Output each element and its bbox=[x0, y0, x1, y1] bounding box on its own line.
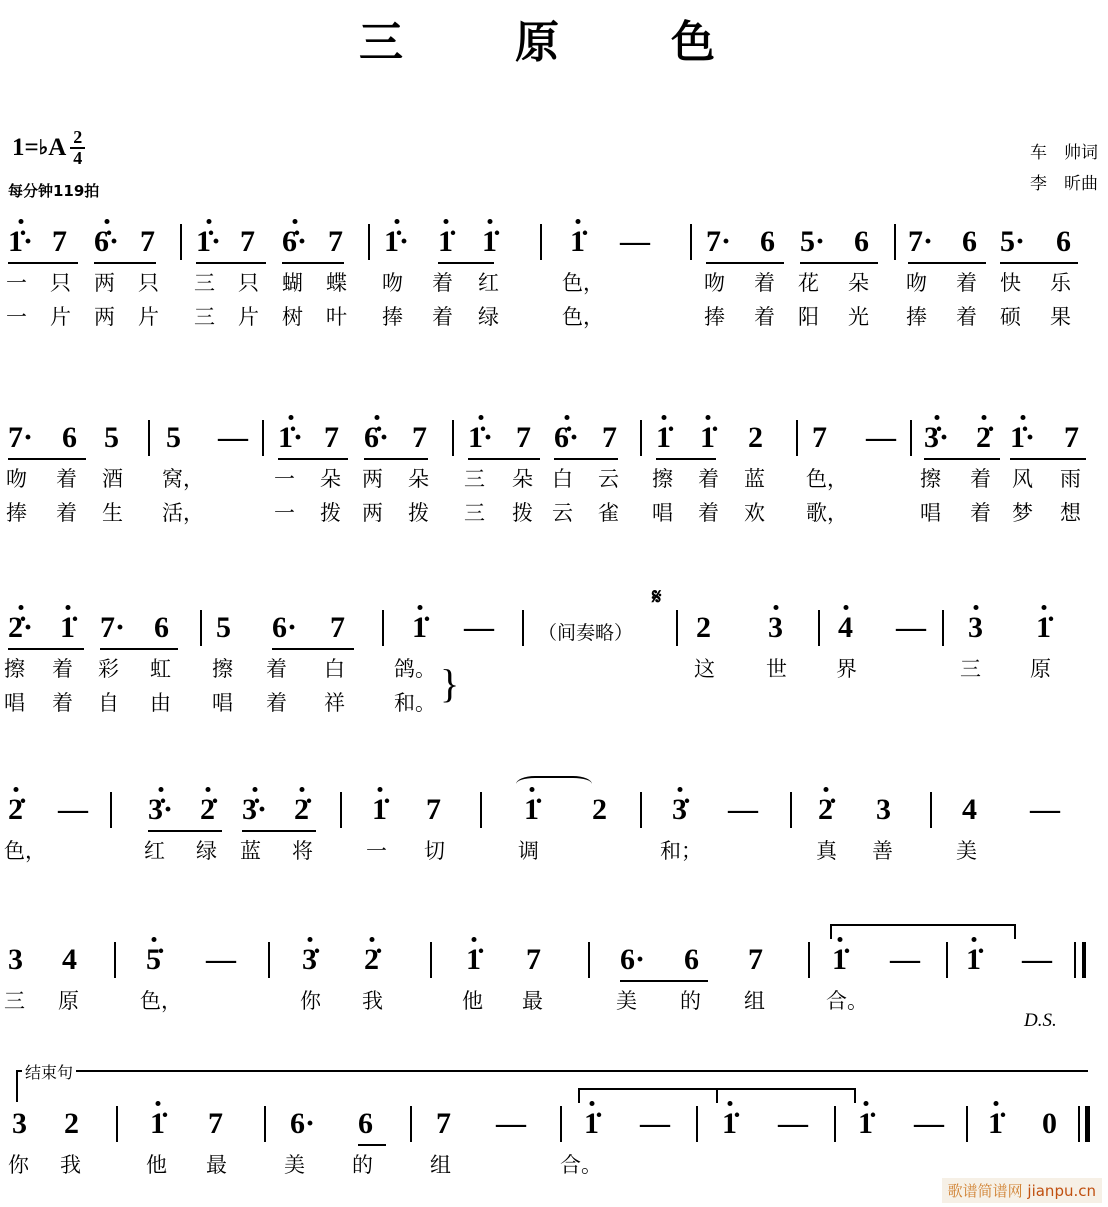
lyric-syllable: 原 bbox=[58, 989, 79, 1013]
lyric-syllable: 朵 bbox=[408, 467, 429, 491]
note: 6 bbox=[154, 611, 169, 644]
note: 7· bbox=[706, 225, 732, 258]
lyric-syllable: 捧 bbox=[906, 305, 927, 329]
lyric-syllable: 界 bbox=[836, 657, 857, 681]
lyric-syllable: 美 bbox=[284, 1153, 305, 1177]
lyric-syllable: 三 bbox=[194, 271, 215, 295]
lyric-syllable: 着 bbox=[754, 305, 775, 329]
lyric-syllable: 红 bbox=[144, 839, 165, 863]
note: 2 bbox=[696, 611, 711, 644]
lyric-syllable: 着 bbox=[956, 305, 977, 329]
lyric-syllable: 歌， bbox=[806, 501, 848, 525]
meter-denominator: 4 bbox=[73, 147, 83, 168]
lyric-syllable: 和。 bbox=[394, 691, 436, 715]
lyric-syllable: 捧 bbox=[6, 501, 27, 525]
note: 1̇ bbox=[722, 1104, 737, 1144]
note: 7· bbox=[100, 611, 126, 644]
lyric-syllable: 唱 bbox=[4, 691, 25, 715]
key-prefix: 1= bbox=[12, 133, 39, 161]
note: 2̇ bbox=[294, 790, 309, 830]
lyric-syllable: 你 bbox=[8, 1153, 29, 1177]
lyric-syllable: 三 bbox=[4, 989, 25, 1013]
lyric-syllable: 片 bbox=[50, 305, 71, 329]
note: 5 bbox=[166, 421, 181, 454]
notation-line-1 bbox=[0, 222, 1108, 268]
lyric-syllable: 自 bbox=[98, 691, 119, 715]
lyric-syllable: 朵 bbox=[848, 271, 869, 295]
note: 1̇· bbox=[196, 222, 221, 262]
notation-line-3 bbox=[0, 608, 1108, 654]
note: 3 bbox=[768, 608, 783, 648]
lyric-syllable: 和； bbox=[660, 839, 702, 863]
lyric-syllable: 着 bbox=[56, 501, 77, 525]
lyric-syllable: 彩 bbox=[98, 657, 119, 681]
lyric-syllable: 原 bbox=[1030, 657, 1051, 681]
lyric-syllable: 我 bbox=[60, 1153, 81, 1177]
lyric-syllable: 三 bbox=[960, 657, 981, 681]
lyric-syllable: 梦 bbox=[1012, 501, 1033, 525]
lyric-syllable: 三 bbox=[194, 305, 215, 329]
note: 1̇ bbox=[466, 940, 481, 980]
note: 7· bbox=[908, 225, 934, 258]
lyric-syllable: 色， bbox=[562, 305, 604, 329]
watermark bbox=[942, 1178, 1102, 1203]
lyric-syllable: 蝶 bbox=[326, 271, 347, 295]
lyrics-line-3a bbox=[0, 654, 1108, 688]
lyric-syllable: 着 bbox=[432, 271, 453, 295]
lyrics-line-1a bbox=[0, 268, 1108, 302]
lyric-syllable: 三 bbox=[464, 501, 485, 525]
note: 2̇ bbox=[364, 940, 379, 980]
lyric-syllable: 捧 bbox=[382, 305, 403, 329]
lyric-syllable: 色， bbox=[140, 989, 182, 1013]
lyric-syllable: 红 bbox=[478, 271, 499, 295]
lyric-syllable: 雨 bbox=[1060, 467, 1081, 491]
lyrics-line-1b bbox=[0, 302, 1108, 336]
lyrics-line-2a bbox=[0, 464, 1108, 498]
lyric-syllable: 欢 bbox=[744, 501, 765, 525]
note: 2 bbox=[592, 793, 607, 826]
lyric-syllable: 吻 bbox=[704, 271, 725, 295]
lyric-syllable: 着 bbox=[52, 691, 73, 715]
lyric-syllable: 的 bbox=[680, 989, 701, 1013]
note: 7· bbox=[8, 421, 34, 454]
note-dash: — bbox=[890, 943, 920, 976]
note: 6 bbox=[684, 943, 699, 976]
lyric-syllable: 着 bbox=[56, 467, 77, 491]
note: 1̇· bbox=[8, 222, 33, 262]
music-system-1 bbox=[0, 222, 1108, 336]
tempo-marking: 每分钟119拍 bbox=[8, 182, 100, 200]
lyric-syllable: 绿 bbox=[196, 839, 217, 863]
lyric-syllable: 白 bbox=[324, 657, 345, 681]
final-barline bbox=[1078, 1106, 1094, 1142]
credits bbox=[1030, 138, 1098, 201]
lyric-syllable: 切 bbox=[424, 839, 445, 863]
note: 1̇ bbox=[858, 1104, 873, 1144]
note: 1̇ bbox=[656, 418, 671, 458]
note: 2̇ bbox=[976, 418, 991, 458]
note: 6 bbox=[854, 225, 869, 258]
lyric-syllable: 唱 bbox=[920, 501, 941, 525]
notation-line-2 bbox=[0, 418, 1108, 464]
note: 7 bbox=[208, 1107, 223, 1140]
lyric-syllable: 他 bbox=[462, 989, 483, 1013]
note: 3̇ bbox=[302, 940, 317, 980]
note: 6 bbox=[358, 1107, 373, 1140]
lyric-syllable: 活， bbox=[162, 501, 204, 525]
lyric-syllable: 着 bbox=[432, 305, 453, 329]
lyric-syllable: 蝴 bbox=[282, 271, 303, 295]
music-system-6 bbox=[0, 1063, 1108, 1184]
note: 7 bbox=[602, 421, 617, 454]
lyric-syllable: 合。 bbox=[826, 989, 868, 1013]
note: 7 bbox=[140, 225, 155, 258]
time-signature bbox=[70, 128, 85, 168]
lyric-syllable: 祥 bbox=[324, 691, 345, 715]
note: 1̇ bbox=[700, 418, 715, 458]
note: 3̇· bbox=[242, 790, 267, 830]
lyricist-credit: 车 帅词 bbox=[1030, 143, 1098, 163]
lyric-syllable: 只 bbox=[50, 271, 71, 295]
lyric-syllable: 一 bbox=[366, 839, 387, 863]
note-dash: — bbox=[1022, 943, 1052, 976]
lyric-syllable: 两 bbox=[94, 305, 115, 329]
lyric-syllable: 将 bbox=[292, 839, 313, 863]
note: 6· bbox=[620, 943, 646, 976]
note-dash: — bbox=[896, 611, 926, 644]
lyric-syllable: 擦 bbox=[212, 657, 233, 681]
note: 3̇· bbox=[148, 790, 173, 830]
lyric-syllable: 唱 bbox=[652, 501, 673, 525]
note: 1̇ bbox=[438, 222, 453, 262]
repeat-brace: } bbox=[440, 661, 460, 706]
note: 7 bbox=[436, 1107, 451, 1140]
note: 6 bbox=[1056, 225, 1071, 258]
flat-symbol: ♭ bbox=[38, 137, 49, 160]
lyric-syllable: 蓝 bbox=[240, 839, 261, 863]
ending-bracket bbox=[16, 1070, 1088, 1102]
note: 6 bbox=[62, 421, 77, 454]
note: 1̇ bbox=[966, 940, 981, 980]
note: 6· bbox=[290, 1107, 316, 1140]
lyric-syllable: 我 bbox=[362, 989, 383, 1013]
lyric-syllable: 风 bbox=[1012, 467, 1033, 491]
lyric-syllable: 拨 bbox=[512, 501, 533, 525]
lyric-syllable: 吻 bbox=[382, 271, 403, 295]
note: 2 bbox=[748, 421, 763, 454]
lyric-syllable: 想 bbox=[1060, 501, 1081, 525]
lyric-syllable: 着 bbox=[970, 501, 991, 525]
note: 5· bbox=[1000, 225, 1026, 258]
lyrics-line-4a bbox=[0, 836, 1108, 870]
lyric-syllable: 窝， bbox=[162, 467, 204, 491]
note-dash: — bbox=[218, 421, 248, 454]
lyric-syllable: 着 bbox=[698, 467, 719, 491]
note: 4 bbox=[962, 793, 977, 826]
lyric-syllable: 光 bbox=[848, 305, 869, 329]
lyric-syllable: 片 bbox=[138, 305, 159, 329]
note: 4 bbox=[62, 943, 77, 976]
note: 5 bbox=[216, 611, 231, 644]
watermark-text: 歌谱简谱网 bbox=[947, 1182, 1023, 1200]
lyric-syllable: 着 bbox=[698, 501, 719, 525]
lyric-syllable: 虹 bbox=[150, 657, 171, 681]
interlude-label: （间奏略） bbox=[538, 622, 634, 644]
lyric-syllable: 朵 bbox=[512, 467, 533, 491]
key-signature bbox=[12, 128, 85, 168]
lyric-syllable: 一 bbox=[6, 305, 27, 329]
lyric-syllable: 绿 bbox=[478, 305, 499, 329]
note: 7 bbox=[526, 943, 541, 976]
lyric-syllable: 着 bbox=[266, 691, 287, 715]
note: 3 bbox=[8, 943, 23, 976]
lyric-syllable: 蓝 bbox=[744, 467, 765, 491]
note: 3̇· bbox=[924, 418, 949, 458]
lyric-syllable: 两 bbox=[362, 501, 383, 525]
lyrics-line-3b bbox=[0, 688, 1108, 722]
note: 7 bbox=[328, 225, 343, 258]
note: 6̇· bbox=[94, 222, 119, 262]
lyric-syllable: 擦 bbox=[4, 657, 25, 681]
lyric-syllable: 鸽。 bbox=[394, 657, 436, 681]
segno-icon: 𝄋 bbox=[652, 584, 662, 610]
note-dash: — bbox=[866, 421, 896, 454]
note-dash: — bbox=[914, 1107, 944, 1140]
note: 1̇ bbox=[988, 1104, 1003, 1144]
note: 1̇ bbox=[570, 222, 585, 262]
note: 3 bbox=[12, 1107, 27, 1140]
note: 5· bbox=[800, 225, 826, 258]
note-dash: — bbox=[640, 1107, 670, 1140]
note: 1̇ bbox=[150, 1104, 165, 1144]
note: 5 bbox=[104, 421, 119, 454]
lyric-syllable: 阳 bbox=[798, 305, 819, 329]
note: 0 bbox=[1042, 1107, 1057, 1140]
note: 7 bbox=[324, 421, 339, 454]
note: 7 bbox=[516, 421, 531, 454]
lyric-syllable: 最 bbox=[522, 989, 543, 1013]
note-dash: — bbox=[58, 793, 88, 826]
note: 1̇ bbox=[832, 940, 847, 980]
lyric-syllable: 的 bbox=[352, 1153, 373, 1177]
lyric-syllable: 捧 bbox=[704, 305, 725, 329]
lyric-syllable: 他 bbox=[146, 1153, 167, 1177]
note: 1̇ bbox=[524, 790, 539, 830]
lyric-syllable: 组 bbox=[744, 989, 765, 1013]
note: 7 bbox=[412, 421, 427, 454]
note: 3̇ bbox=[672, 790, 687, 830]
lyric-syllable: 只 bbox=[138, 271, 159, 295]
lyric-syllable: 两 bbox=[362, 467, 383, 491]
lyric-syllable: 美 bbox=[616, 989, 637, 1013]
note: 5̇ bbox=[146, 940, 161, 980]
music-system-3 bbox=[0, 584, 1108, 722]
note-dash: — bbox=[1030, 793, 1060, 826]
note: 1̇ bbox=[1036, 608, 1051, 648]
notation-line-5 bbox=[0, 940, 1108, 986]
music-system-5 bbox=[0, 940, 1108, 1031]
lyrics-line-2b bbox=[0, 498, 1108, 532]
lyric-syllable: 着 bbox=[266, 657, 287, 681]
note: 7 bbox=[1064, 421, 1079, 454]
lyric-syllable: 着 bbox=[956, 271, 977, 295]
lyric-syllable: 云 bbox=[598, 467, 619, 491]
note: 2 bbox=[64, 1107, 79, 1140]
lyric-syllable: 调 bbox=[518, 839, 539, 863]
note: 1̇ bbox=[372, 790, 387, 830]
note: 2̇· bbox=[8, 608, 33, 648]
lyric-syllable: 拨 bbox=[320, 501, 341, 525]
lyric-syllable: 由 bbox=[150, 691, 171, 715]
tie-bracket bbox=[716, 1088, 856, 1103]
lyric-syllable: 合。 bbox=[560, 1153, 602, 1177]
note: 7 bbox=[52, 225, 67, 258]
lyric-syllable: 美 bbox=[956, 839, 977, 863]
note: 1̇ bbox=[482, 222, 497, 262]
note-dash: — bbox=[620, 225, 650, 258]
note: 6̇· bbox=[554, 418, 579, 458]
lyric-syllable: 酒 bbox=[102, 467, 123, 491]
notation-line-4 bbox=[0, 790, 1108, 836]
note: 2̇ bbox=[8, 790, 23, 830]
note: 7 bbox=[812, 421, 827, 454]
note: 7 bbox=[240, 225, 255, 258]
lyric-syllable: 三 bbox=[464, 467, 485, 491]
lyric-syllable: 吻 bbox=[906, 271, 927, 295]
note: 6 bbox=[760, 225, 775, 258]
note: 1̇ bbox=[412, 608, 427, 648]
lyric-syllable: 色， bbox=[806, 467, 848, 491]
lyric-syllable: 朵 bbox=[320, 467, 341, 491]
music-system-4 bbox=[0, 790, 1108, 870]
lyric-syllable: 世 bbox=[766, 657, 787, 681]
lyric-syllable: 你 bbox=[300, 989, 321, 1013]
note: 1̇· bbox=[384, 222, 409, 262]
note: 3 bbox=[968, 608, 983, 648]
lyric-syllable: 雀 bbox=[598, 501, 619, 525]
ending-label: 结束句 bbox=[22, 1060, 76, 1083]
lyric-syllable: 着 bbox=[754, 271, 775, 295]
lyric-syllable: 拨 bbox=[408, 501, 429, 525]
lyric-syllable: 善 bbox=[872, 839, 893, 863]
lyric-syllable: 白 bbox=[552, 467, 573, 491]
lyric-syllable: 一 bbox=[274, 467, 295, 491]
note-dash: — bbox=[728, 793, 758, 826]
lyric-syllable: 这 bbox=[694, 657, 715, 681]
lyric-syllable: 最 bbox=[206, 1153, 227, 1177]
lyric-syllable: 色， bbox=[4, 839, 46, 863]
repeat-barline bbox=[1074, 942, 1092, 978]
lyric-syllable: 一 bbox=[6, 271, 27, 295]
note: 6 bbox=[962, 225, 977, 258]
music-system-2 bbox=[0, 418, 1108, 532]
note: 2̇ bbox=[200, 790, 215, 830]
note: 6̇· bbox=[282, 222, 307, 262]
note: 6̇· bbox=[364, 418, 389, 458]
ds-marking: D.S. bbox=[1024, 1010, 1057, 1031]
meter-numerator: 2 bbox=[70, 128, 85, 149]
note-dash: — bbox=[206, 943, 236, 976]
lyric-syllable: 云 bbox=[552, 501, 573, 525]
lyric-syllable: 花 bbox=[798, 271, 819, 295]
note-dash: — bbox=[464, 611, 494, 644]
lyric-syllable: 快 bbox=[1000, 271, 1021, 295]
lyric-syllable: 乐 bbox=[1050, 271, 1071, 295]
note-dash: — bbox=[496, 1107, 526, 1140]
lyric-syllable: 色， bbox=[562, 271, 604, 295]
tie-bracket bbox=[578, 1088, 718, 1103]
tie-bracket bbox=[830, 924, 1016, 939]
lyric-syllable: 组 bbox=[430, 1153, 451, 1177]
lyric-syllable: 吻 bbox=[6, 467, 27, 491]
lyric-syllable: 树 bbox=[282, 305, 303, 329]
lyrics-line-5a bbox=[0, 986, 1108, 1020]
note: 1̇ bbox=[584, 1104, 599, 1144]
note: 1̇· bbox=[468, 418, 493, 458]
lyric-syllable: 着 bbox=[52, 657, 73, 681]
lyric-syllable: 着 bbox=[970, 467, 991, 491]
note: 1̇ bbox=[60, 608, 75, 648]
lyric-syllable: 一 bbox=[274, 501, 295, 525]
note: 3 bbox=[876, 793, 891, 826]
key-letter: A bbox=[48, 133, 67, 161]
lyric-syllable: 只 bbox=[238, 271, 259, 295]
lyric-syllable: 硕 bbox=[1000, 305, 1021, 329]
page-title: 三 原 色 bbox=[359, 17, 749, 68]
lyric-syllable: 真 bbox=[816, 839, 837, 863]
lyric-syllable: 片 bbox=[238, 305, 259, 329]
note: 7 bbox=[426, 793, 441, 826]
watermark-site: jianpu.cn bbox=[1027, 1182, 1096, 1200]
lyric-syllable: 唱 bbox=[212, 691, 233, 715]
note: 7 bbox=[748, 943, 763, 976]
notation-line-6 bbox=[0, 1104, 1108, 1150]
lyric-syllable: 叶 bbox=[326, 305, 347, 329]
note-dash: — bbox=[778, 1107, 808, 1140]
lyric-syllable: 生 bbox=[102, 501, 123, 525]
note: 1̇· bbox=[1010, 418, 1035, 458]
lyric-syllable: 果 bbox=[1050, 305, 1071, 329]
note: 4 bbox=[838, 608, 853, 648]
note: 1̇· bbox=[278, 418, 303, 458]
note: 7 bbox=[330, 611, 345, 644]
composer-credit: 李 昕曲 bbox=[1030, 174, 1098, 195]
lyric-syllable: 擦 bbox=[920, 467, 941, 491]
note: 2̇ bbox=[818, 790, 833, 830]
lyric-syllable: 两 bbox=[94, 271, 115, 295]
note: 6· bbox=[272, 611, 298, 644]
lyric-syllable: 擦 bbox=[652, 467, 673, 491]
